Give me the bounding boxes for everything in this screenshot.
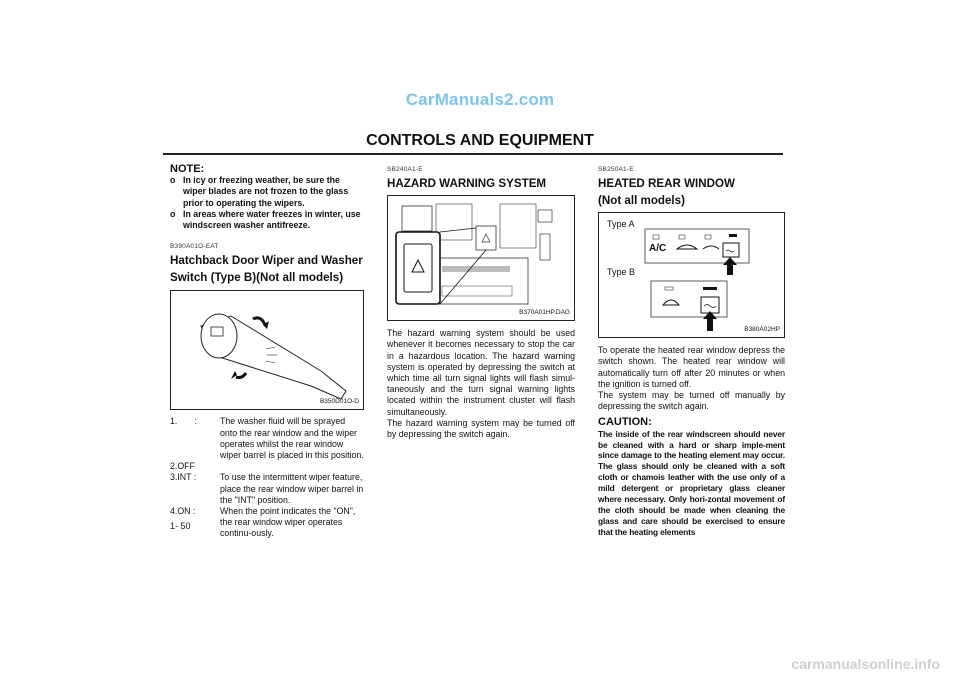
function-list [170,416,364,539]
list-item: 2.OFF [170,461,195,472]
type-a-label: Type A [607,219,635,230]
caution-text: The inside of the rear windscreen should never be cleaned with a hard or sharp imple-ment since damage to the heating element may occur. The glass should only be cleaned with a soft cloth or chamois leather with the use only of a mild detergent or proprietary glass cleaner where necessary. Only hori-zontal movement of the cloth should be made when cleaning the glass and care should be exercised to ensure that the heating elements [598,428,785,537]
note-item: o In areas where water freezes in winter, use windscreen washer antifreeze. [170,208,361,231]
section-code: SB250A1-E [598,166,634,173]
watermark-top: CarManuals2.com [405,90,555,109]
list-item: 4.ON : When the point indicates the "ON", the rear window wiper operates continu-ously. [170,506,356,539]
left-column [170,164,364,540]
section-code: SB240A1-E [387,166,423,173]
section-title: Hatchback Door Wiper and Washer Switch (Type B)(Not all models) [170,254,363,285]
note-title: NOTE: [170,163,205,175]
dashboard-hazard-icon [388,196,574,320]
header-rule [163,153,783,155]
page-number: 1- 50 [170,521,191,531]
wiper-switch-figure [170,290,364,410]
hazard-body-2: The hazard warning system may be turned off by depressing the switch again. [387,417,575,440]
ac-label: A/C [649,243,667,255]
watermark-bottom: carmanualsonline.info [791,656,940,672]
section-code: B390A01O-EAT [170,243,219,251]
right-column [598,164,785,538]
page-header: CONTROLS AND EQUIPMENT [366,132,594,149]
figure-caption: B370A01HP.DAG [519,309,570,316]
middle-column [387,164,575,440]
figure-caption: B380A02HP [744,326,780,333]
heated-window-body: To operate the heated rear window depress the switch shown. The heated rear window will automatically turn off after 20 minutes or when the ignition is turned off. [598,345,785,389]
heated-window-figure [598,212,785,338]
caution-title: CAUTION: [598,416,652,429]
section-title: HEATED REAR WINDOW (Not all models) [598,177,735,208]
figure-caption: B350D01O-D [319,398,359,406]
type-b-label: Type B [607,267,636,278]
section-title: HAZARD WARNING SYSTEM [387,177,547,191]
hazard-body: The hazard warning system should be used whenever it becomes necessary to stop the car in a hazardous location. The hazard warning system is operated by depressing the switch at which time all turn signal lights will flash simul-taneously and the turn signal warning lights located within the instrument cluster will flash simultaneously. [387,328,575,417]
hazard-figure [387,195,575,321]
wiper-stalk-icon [171,291,363,409]
list-item: 1. : The washer fluid will be sprayed onto the rear window and the wiper operates whilst the rear window wiper barrel is placed in this position. [170,416,364,461]
note-item: o In icy or freezing weather, be sure the wiper blades are not frozen to the glass prior to operating the wipers. [170,175,349,208]
heated-window-body-2: The system may be turned off manually by depressing the switch again. [598,390,785,412]
switch-panel-icon [599,213,784,337]
list-item: 3.INT : To use the intermittent wiper feature, place the rear window wiper barrel in the "INT" position. [170,472,364,505]
